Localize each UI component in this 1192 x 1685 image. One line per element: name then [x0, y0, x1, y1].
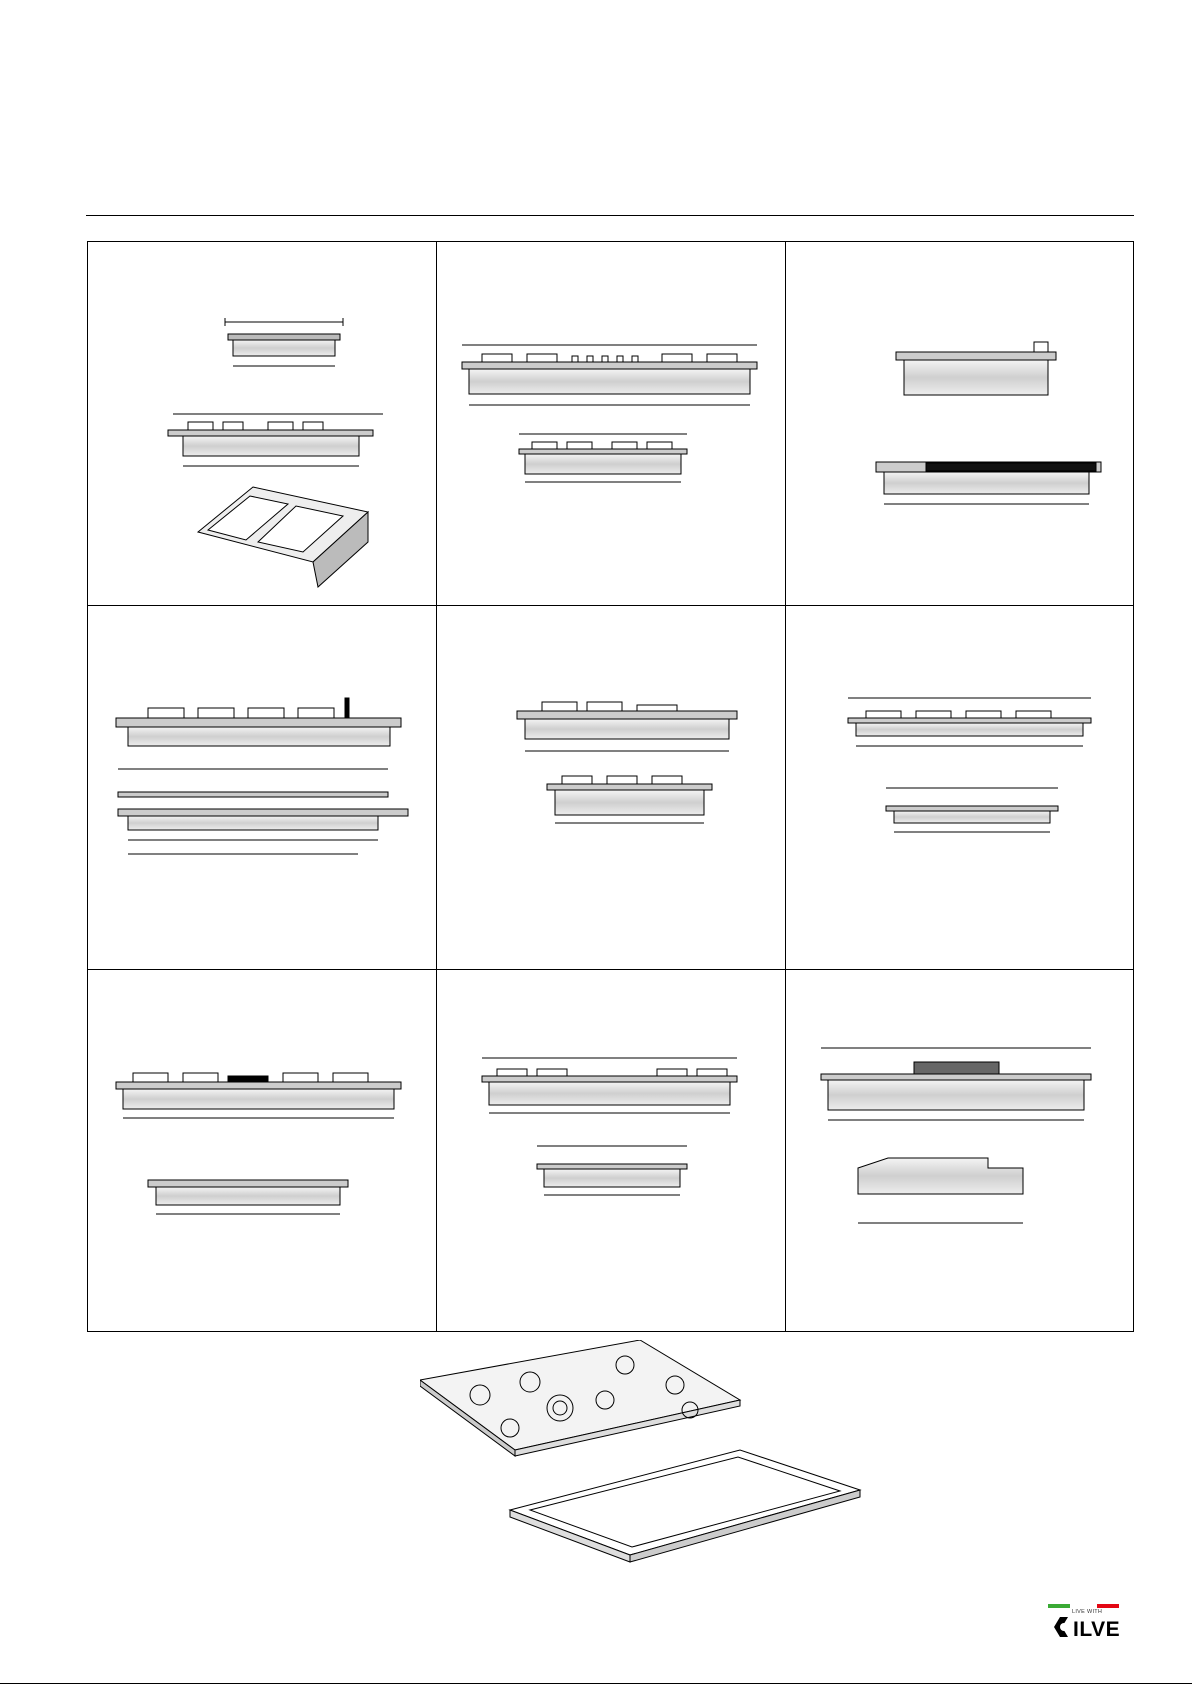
gas-cooktop-icon	[88, 606, 437, 969]
drawing-cell-1	[88, 242, 437, 605]
gas-cooktop-icon	[88, 970, 437, 1333]
footer-rule	[0, 1683, 1192, 1684]
induction-griddle-icon	[786, 242, 1135, 605]
drawing-cell-7	[88, 970, 437, 1333]
drawing-cell-8	[437, 970, 786, 1333]
brand-caption: LIVE WITH	[1072, 1609, 1103, 1615]
drawing-cell-9	[786, 970, 1135, 1333]
burner-knob-row-icon	[437, 970, 786, 1333]
dimension-drawings-grid	[87, 241, 1134, 1332]
griddle-cooktop-icon	[786, 970, 1135, 1333]
burner-knob-row-icon	[437, 242, 786, 605]
drawing-cell-6	[786, 606, 1135, 969]
drawing-cell-2	[437, 242, 786, 605]
isometric-installation-drawing	[420, 1340, 900, 1580]
drawing-cell-4	[88, 606, 437, 969]
cooktop-installation-isometric-icon	[420, 1340, 900, 1580]
drawing-cell-5	[437, 606, 786, 969]
drawing-cell-3	[786, 242, 1135, 605]
gas-cooktop-icon	[437, 606, 786, 969]
brand-wordmark: ILVE	[1073, 1618, 1121, 1641]
gas-cooktop-icon	[786, 606, 1135, 969]
header-rule	[86, 215, 1134, 216]
cooktop-cutout-perspective-icon	[88, 242, 437, 605]
